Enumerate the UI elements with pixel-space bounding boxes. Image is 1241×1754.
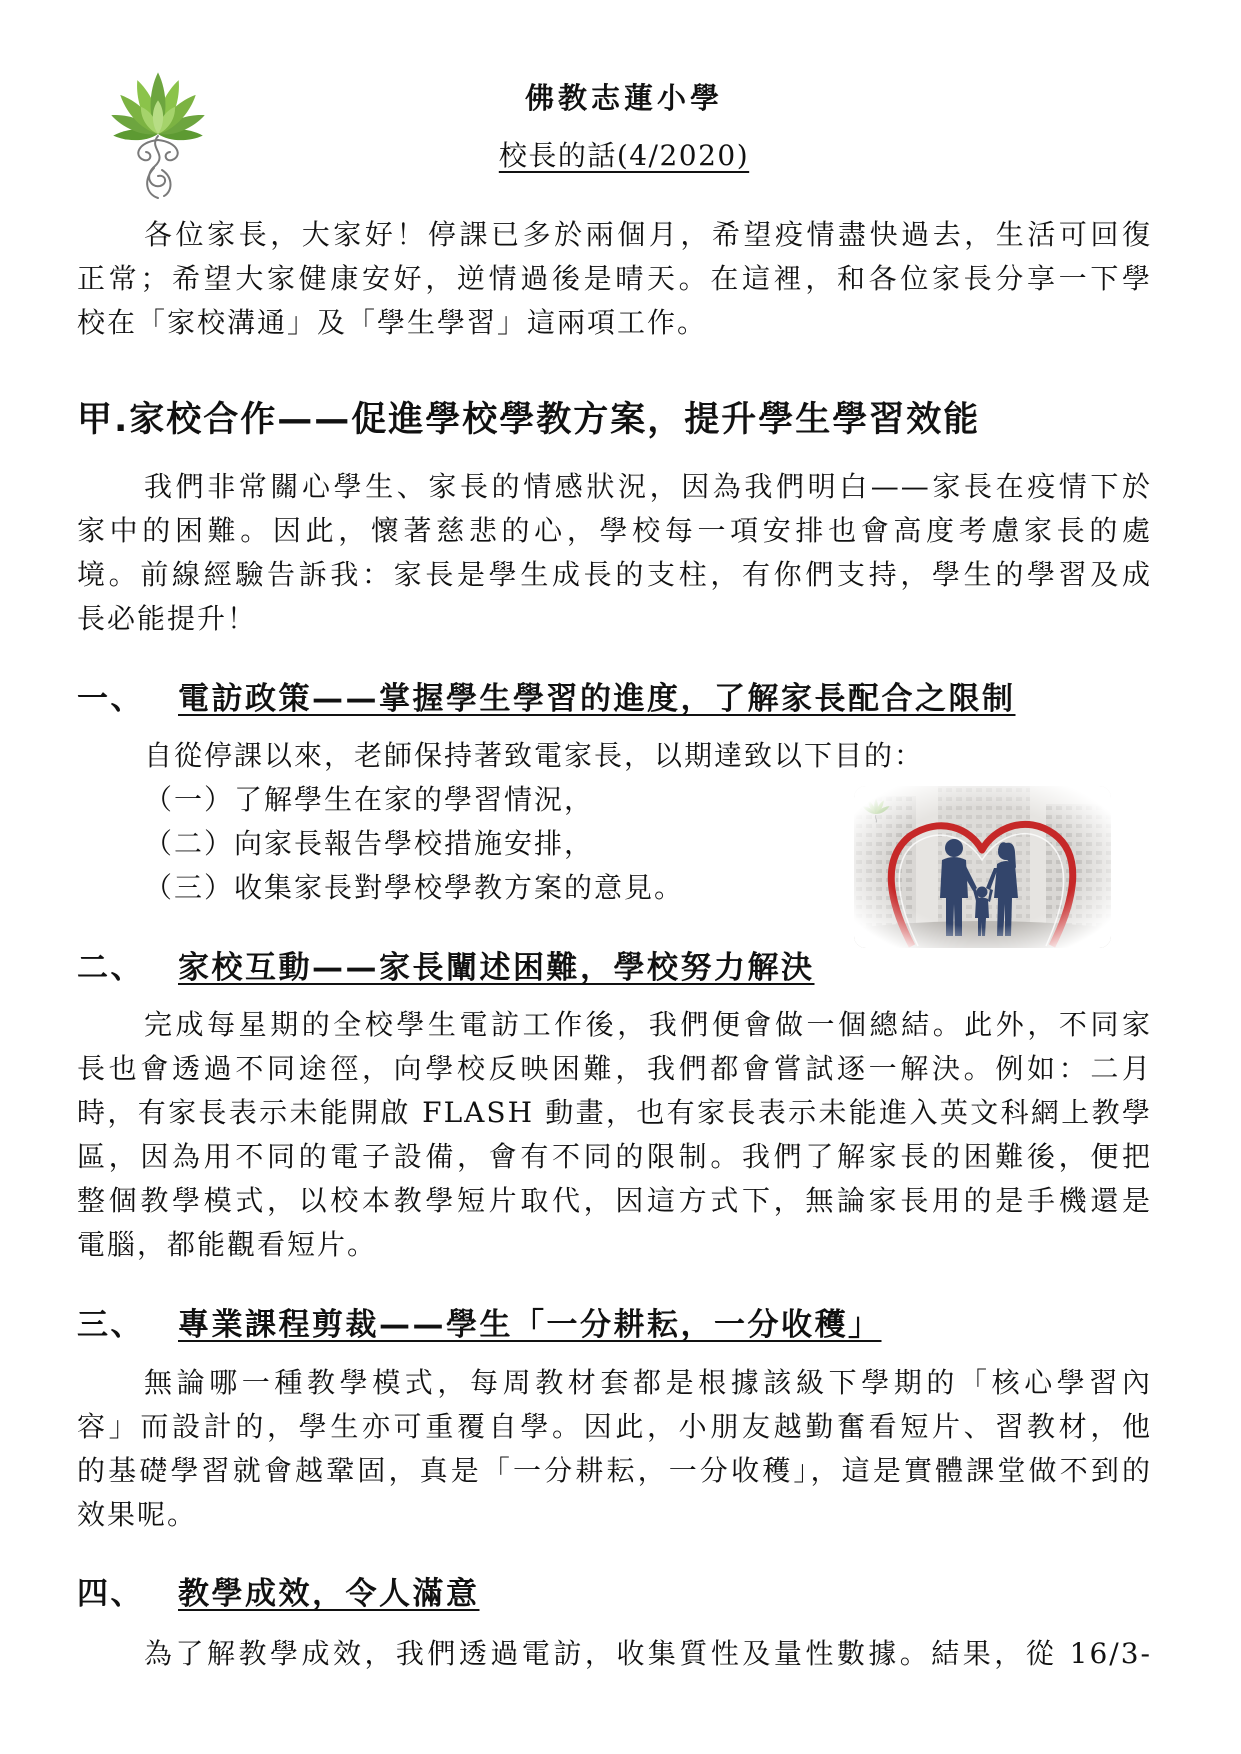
subsection-1-lead: 自從停課以來，老師保持著致電家長，以期達致以下目的： bbox=[144, 739, 925, 772]
text-line: 境。前線經驗告訴我：家長是學生成長的支柱，有你們支持，學生的學習及成 bbox=[77, 558, 1152, 591]
school-logo bbox=[88, 54, 228, 200]
text-line: 校在「家校溝通」及「學生學習」這兩項工作。 bbox=[77, 306, 708, 339]
text-line: 無論哪一種教學模式，每周教材套都是根據該級下學期的「核心學習內 bbox=[144, 1366, 1152, 1399]
school-name: 佛教志蓮小學 bbox=[524, 81, 723, 115]
document-title-row bbox=[7, 136, 1241, 176]
text-line: 各位家長，大家好！停課已多於兩個月，希望疫情盡快過去，生活可回復 bbox=[144, 218, 1152, 251]
intro-paragraph bbox=[77, 213, 1152, 345]
text-line: 正常；希望大家健康安好，逆情過後是晴天。在這裡，和各位家長分享一下學 bbox=[77, 262, 1152, 295]
text-line: 電腦，都能觀看短片。 bbox=[77, 1228, 378, 1261]
text-line: （三）收集家長對學校學教方案的意見。 bbox=[144, 871, 685, 904]
subsection-4-paragraph bbox=[77, 1632, 1152, 1676]
text-line: 為了解教學成效，我們透過電訪，收集質性及量性數據。結果，從 16/3- bbox=[144, 1637, 1152, 1670]
text-line: （一）了解學生在家的學習情況， bbox=[144, 783, 595, 816]
text-line: 長也會透過不同途徑，向學校反映困難，我們都會嘗試逐一解決。例如：二月 bbox=[77, 1052, 1152, 1085]
family-heart-image bbox=[854, 786, 1111, 948]
text-line: 區，因為用不同的電子設備，會有不同的限制。我們了解家長的困難後，便把 bbox=[77, 1140, 1152, 1173]
main-section-paragraph bbox=[77, 465, 1152, 641]
text-line: 家中的困難。因此，懷著慈悲的心，學校每一項安排也會高度考慮家長的處 bbox=[77, 514, 1152, 547]
subsection-title: 專業課程剪裁——學生「一分耕耘，一分收穫」 bbox=[178, 1307, 882, 1343]
subsection-title: 電訪政策——掌握學生學習的進度，了解家長配合之限制 bbox=[178, 681, 1016, 717]
subsection-2-paragraph bbox=[77, 1003, 1152, 1267]
subsection-heading-1 bbox=[77, 677, 1177, 721]
text-line: 長必能提升！ bbox=[77, 602, 258, 635]
text-line: 效果呢。 bbox=[77, 1498, 198, 1531]
text-line: 我們非常關心學生、家長的情感狀況，因為我們明白——家長在疫情下於 bbox=[144, 470, 1152, 503]
subsection-number: 三、 bbox=[77, 1307, 144, 1343]
text-line: 的基礎學習就會越鞏固，真是「一分耕耘，一分收穫」，這是實體課堂做不到的 bbox=[77, 1454, 1152, 1487]
subsection-number: 一、 bbox=[77, 681, 144, 717]
text-line: （二）向家長報告學校措施安排， bbox=[144, 827, 595, 860]
document-title: 校長的話(4/2020) bbox=[498, 139, 750, 172]
subsection-number: 四、 bbox=[77, 1576, 144, 1612]
subsection-3-paragraph bbox=[77, 1361, 1152, 1537]
text-line: 時，有家長表示未能開啟 FLASH 動畫，也有家長表示未能進入英文科網上教學 bbox=[77, 1096, 1152, 1129]
subsection-heading-2 bbox=[77, 946, 1177, 990]
subsection-title: 教學成效，令人滿意 bbox=[178, 1576, 480, 1612]
subsection-heading-3 bbox=[77, 1303, 1177, 1347]
subsection-title: 家校互動——家長闡述困難，學校努力解決 bbox=[178, 950, 815, 986]
text-line: 完成每星期的全校學生電訪工作後，我們便會做一個總結。此外，不同家 bbox=[144, 1008, 1152, 1041]
subsection-number: 二、 bbox=[77, 950, 144, 986]
main-section-heading: 甲.家校合作——促進學校學教方案，提升學生學習效能 bbox=[77, 400, 981, 440]
text-line: 整個教學模式，以校本教學短片取代，因這方式下，無論家長用的是手機還是 bbox=[77, 1184, 1152, 1217]
text-line: 容」而設計的，學生亦可重覆自學。因此，小朋友越勤奮看短片、習教材，他 bbox=[77, 1410, 1152, 1443]
subsection-heading-4 bbox=[77, 1572, 1177, 1616]
